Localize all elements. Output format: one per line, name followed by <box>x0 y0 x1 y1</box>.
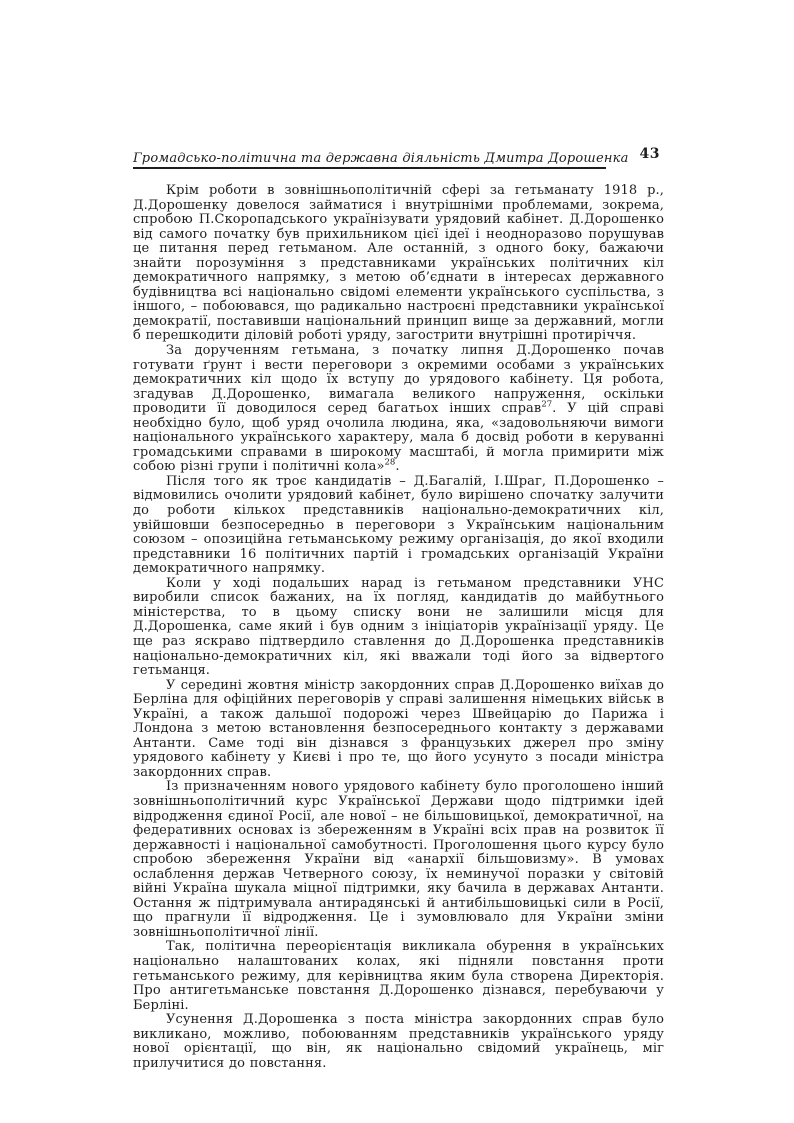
paragraph <box>133 184 664 344</box>
paragraph-text: Крім роботи в зовнішньополітичній сфері за гетьманату 1918 р., Д.Дорошенку довелося займатися і внутрішніми проблемами, зокрема, спробою П.Скоропадського українізувати урядовий кабінет. Д.Дорошенко від самого початку був прихильником цієї ідеї і неодноразово порушував це питання перед гетьманом. Але останній, з одного боку, бажаючи знайти порозуміння з представниками українських політичних кіл демократичного напрямку, з метою об’єднати в інтересах державного будівництва всі національно свідомі елементи українського суспільства, з іншого, – побоювався, що радикально настроєні представники української демократії, поставивши національний принцип вище за державний, могли б перешкодити діловій роботі уряду, загострити внутрішні протиріччя. <box>133 183 664 344</box>
paragraph <box>133 475 664 577</box>
paragraph-text: . У цій справі необхідно було, щоб уряд очолила людина, яка, «задовольняючи вимоги національного українського характеру, мала б досвід роботи в керуванні громадськими справами в широкому масштабі, й могла примирити між собою різні групи і політичні кола» <box>133 401 665 475</box>
paragraph <box>133 577 664 679</box>
page-header <box>133 147 664 173</box>
paragraph <box>133 940 664 1013</box>
paragraph-text: Усунення Д.Дорошенка з поста міністра закордонних справ було викликано, можливо, побоюванням представників українського уряду нової орієнтації, що він, як національно свідомий українець, міг прилучитися до повстання. <box>133 1012 664 1071</box>
paragraph-text: Коли у ході подальших нарад із гетьманом представники УНС виробили список бажаних, на їх погляд, кандидатів до майбутнього міністерства, то в цьому списку вони не залишили місця для Д.Дорошенка, саме який і був одним з ініціаторів українізації уряду. Це ще раз яскраво підтвердило ставлення до Д.Дорошенка представників національно-демократичних кіл, які вважали тоді його за відвертого гетьманця. <box>133 575 664 679</box>
paragraph <box>133 344 664 475</box>
page-body <box>133 184 664 1071</box>
footnote-ref: 28 <box>384 458 396 469</box>
running-title: Громадсько-політична та державна діяльність Дмитра Дорошенка <box>133 151 629 166</box>
paragraph-text: За дорученням гетьмана, з початку липня Д.Дорошенко почав готувати ґрунт і вести переговори з окремими особами з українських демократичних кіл щодо їх вступу до урядового кабінету. Ця робота, згадував Д.Дорошенко, вимагала великого напруження, оскільки проводити її доводилося серед багатьох інших справ <box>133 343 664 417</box>
paragraph-text: . <box>395 459 400 475</box>
header-rule <box>133 167 606 169</box>
paragraph-text: Так, політична переорієнтація викликала обурення в українських національно налаштованих колах, які підняли повстання проти гетьманського режиму, для керівництва яким була створена Директорія. Про антигетьманське повстання Д.Дорошенко дізнався, перебуваючи у Берліні. <box>133 939 664 1013</box>
footnote-ref: 27 <box>541 399 553 410</box>
paragraph-text: Із призначенням нового урядового кабінету було проголошено інший зовнішньополітичний курс Української Держави щодо підтримки ідей відродження єдиної Росії, але нової – не більшовицької, демократичної, на федеративних основах із збереженням в Україні всіх прав на розвиток її державності і національної самобутності. Проголошення цього курсу було спробою збереження України від «анархії більшовизму». В умовах ослаблення держав Четверного союзу, їх неминучої поразки у світовій війні Україна шукала міцної підтримки, яку бачила в державах Антанти. Остання ж підтримувала антирадянські й антибільшовицькі сили в Росії, що прагнули її відродження. Це і зумовлювало для України зміни зовнішньополітичної лінії. <box>133 779 664 940</box>
paragraph <box>133 679 664 781</box>
paragraph-text: Після того як троє кандидатів – Д.Багалій, І.Шраг, П.Дорошенко – відмовились очолити урядовий кабінет, було вирішено спочатку залучити до роботи кількох представників національно-демократичних кіл, увійшовши безпосередньо в переговори з Українським національним союзом – опозиційна гетьманському режиму організація, до якої входили представники 16 політичних партій і громадських організацій України демократичного напрямку. <box>133 473 664 577</box>
paragraph <box>133 780 664 940</box>
paragraph <box>133 1013 664 1071</box>
paragraph-text: У середині жовтня міністр закордонних справ Д.Дорошенко виїхав до Берліна для офіційних переговорів у справі залишення німецьких військ в Україні, а також дальшої подорожі через Швейцарію до Парижа і Лондона з метою встановлення безпосереднього контакту з державами Антанти. Саме тоді він дізнався з французьких джерел про зміну урядового кабінету у Києві і про те, що його усунуто з посади міністра закордонних справ. <box>133 677 664 780</box>
page-number: 43 <box>639 146 660 162</box>
